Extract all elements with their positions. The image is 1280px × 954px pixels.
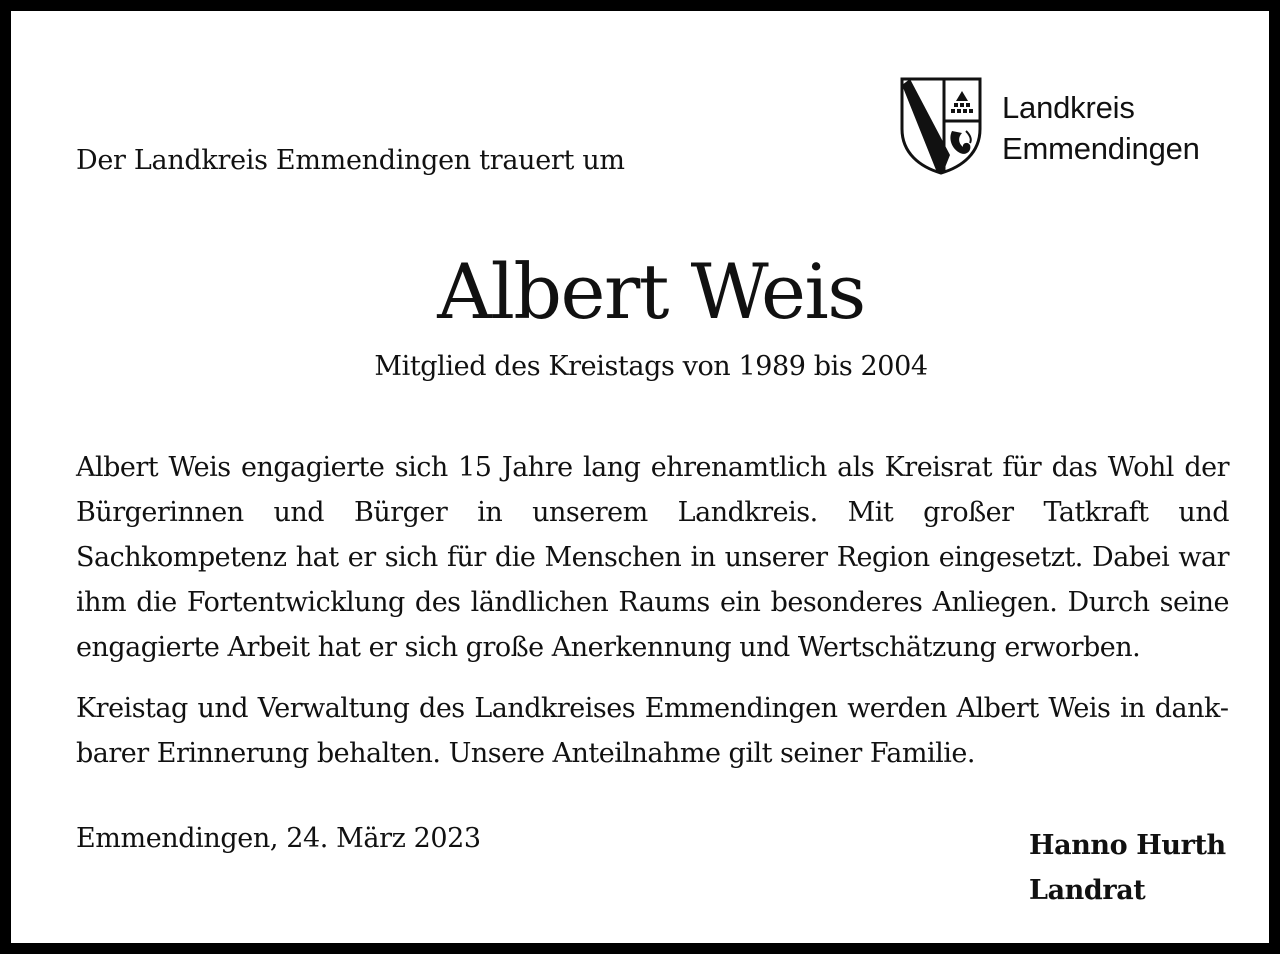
- logo-line-emmendingen: Emmendingen: [1002, 131, 1200, 166]
- place-and-date: Emmendingen, 24. März 2023: [76, 823, 481, 854]
- deceased-name: Albert Weis: [437, 247, 865, 336]
- tribute-paragraph-2: Kreistag und Verwaltung des Landkreises Emmendingen werden Albert Weis in dankbarer Erinnerung behalten. Unsere Anteilnahme gilt seiner Familie.: [76, 693, 1229, 769]
- landkreis-logo: [900, 77, 1240, 177]
- logo-wordmark: [1002, 87, 1200, 169]
- signer-name: Hanno Hurth: [1029, 830, 1226, 861]
- deceased-role: Mitglied des Kreistags von 1989 bis 2004: [374, 351, 928, 382]
- signature-block: [1029, 823, 1226, 913]
- intro-text: Der Landkreis Emmendingen trauert um: [76, 145, 625, 176]
- coat-of-arms-shield-icon: [900, 77, 982, 175]
- tribute-paragraph-1: Albert Weis engagierte sich 15 Jahre lang ehrenamtlich als Kreisrat für das Wohl der Bürgerinnen und Bürger in unserem Landkreis. Mit großer Tatkraft und Sachkompetenz hat er sich für die Menschen in unserer Region eingesetzt. Dabei war ihm die Fortentwicklung des ländlichen Raums ein besonderes Anliegen. Durch seine engagierte Arbeit hat er sich große Anerkennung und Wertschätzung erworben.: [76, 452, 1229, 663]
- signer-title: Landrat: [1029, 875, 1146, 906]
- logo-line-landkreis: Landkreis: [1002, 90, 1135, 125]
